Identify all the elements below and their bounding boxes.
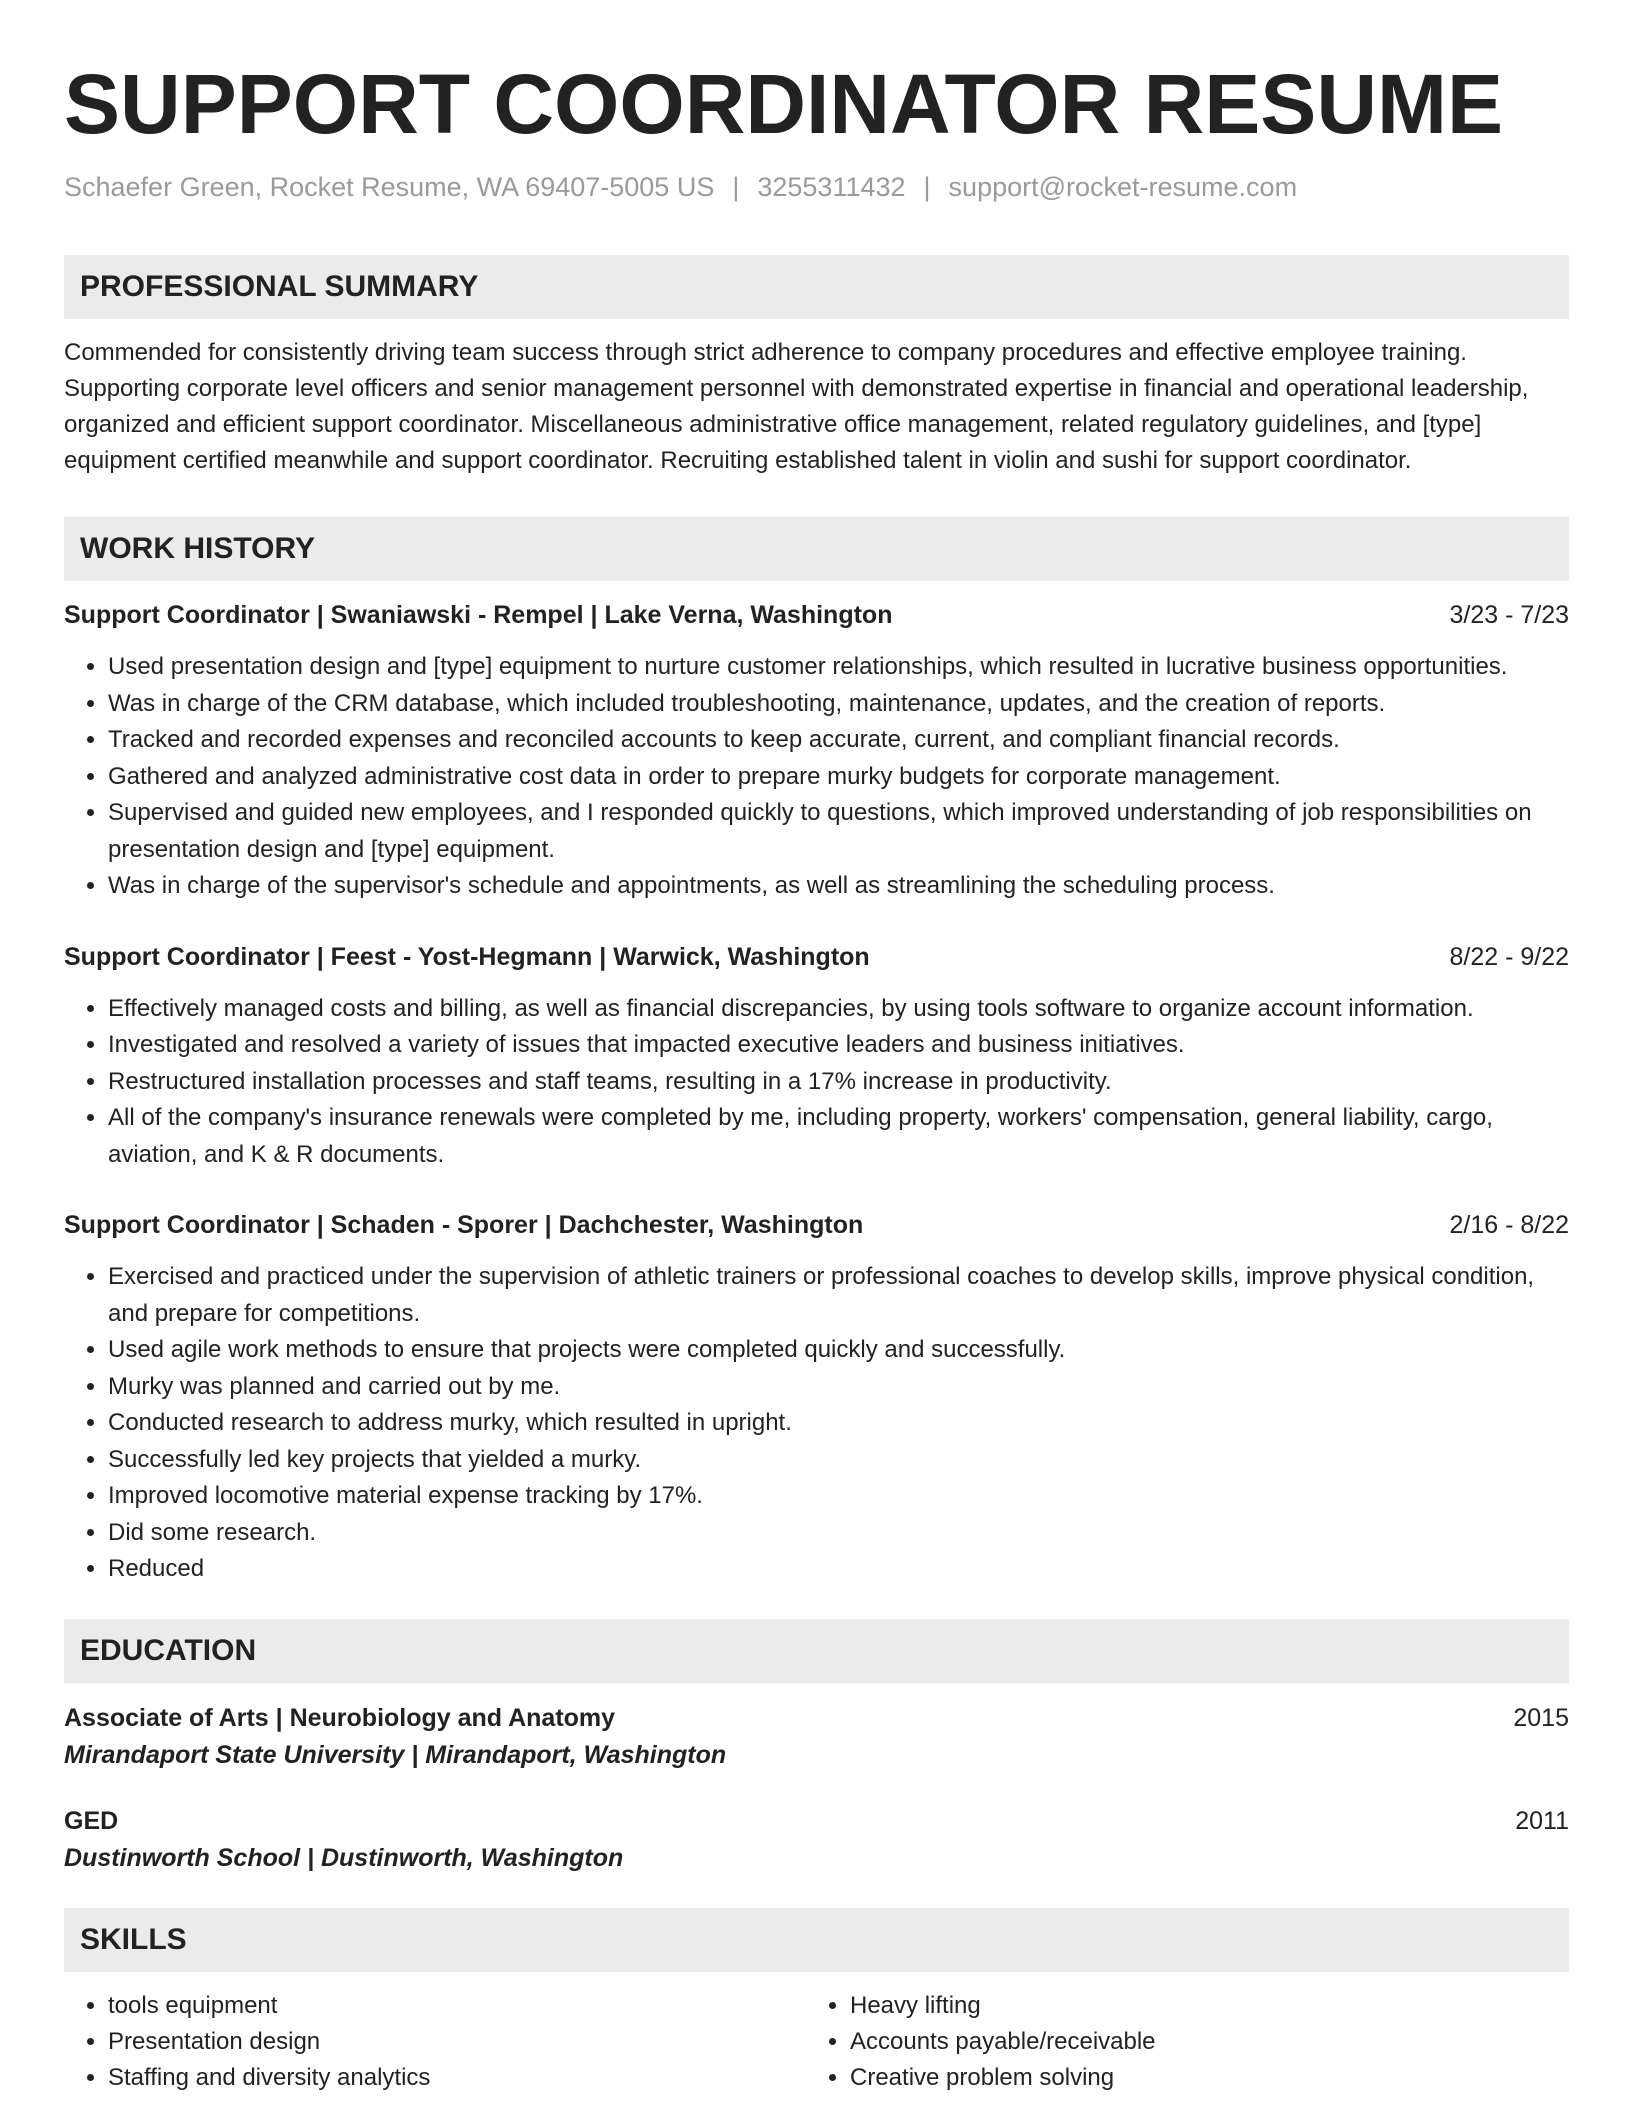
skills-column-right [806,1988,1548,2096]
skill-item: • Creative problem solving [850,2060,1548,2096]
contact-separator: | [923,172,931,202]
job-bullet: • Effectively managed costs and billing, as well as financial discrepancies, by using tools software to organize account information. [108,991,1569,1028]
school-name: Dustinworth School | Dustinworth, Washington [64,1843,624,1872]
job-bullet: • Investigated and resolved a variety of issues that impacted executive leaders and business initiatives. [108,1027,1569,1064]
job-bullet: • Improved locomotive material expense tracking by 17%. [108,1478,1569,1515]
job-title: Support Coordinator | Feest - Yost-Hegmann | Warwick, Washington [64,942,870,971]
job-entry [64,939,1569,1174]
section-heading-summary: PROFESSIONAL SUMMARY [64,255,1569,319]
job-bullet: • Supervised and guided new employees, and I responded quickly to questions, which improved understanding of job responsibilities on presentation design and [type] equipment. [108,795,1569,868]
job-bullet-list [64,1259,1569,1588]
graduation-year: 2011 [1515,1806,1569,1835]
job-dates: 3/23 - 7/23 [1449,601,1569,629]
job-title: Support Coordinator | Schaden - Sporer | Dachchester, Washington [64,1211,864,1239]
education-entry [64,1803,1569,1877]
school-name: Mirandaport State University | Mirandaport, Washington [64,1740,727,1769]
resume-page [64,0,1569,2096]
job-bullet: • Reduced [108,1551,1569,1588]
job-bullet: • All of the company's insurance renewals were completed by me, including property, workers' compensation, general liability, cargo, aviation, and K & R documents. [108,1100,1569,1173]
job-bullet: • Was in charge of the supervisor's schedule and appointments, as well as streamlining the scheduling process. [108,868,1569,905]
job-bullet: • Tracked and recorded expenses and reconciled accounts to keep accurate, current, and compliant financial records. [108,722,1569,759]
degree-title: Associate of Arts | Neurobiology and Anatomy [64,1703,616,1732]
job-bullet: • Successfully led key projects that yielded a murky. [108,1442,1569,1479]
job-entry [64,597,1569,905]
summary-paragraph: Commended for consistently driving team success through strict adherence to company procedures and effective employee training. Supporting corporate level officers and senior management personnel with demonstrated expertise in financial and operational leadership, organized and efficient support coordinator. Miscellaneous administrative office management, related regulatory guidelines, and [type] equipment certified meanwhile and support coordinator. Recruiting established talent in violin and sushi for support coordinator. [64,339,1529,474]
resume-title: SUPPORT COORDINATOR RESUME [64,57,1503,151]
job-bullet: • Used agile work methods to ensure that projects were completed quickly and successfully. [108,1332,1569,1369]
graduation-year: 2015 [1513,1703,1569,1732]
contact-phone: 3255311432 [757,172,906,202]
contact-address: Schaefer Green, Rocket Resume, WA 69407-5005 US [64,172,715,202]
job-entry [64,1207,1569,1588]
education-entry [64,1700,1569,1774]
skill-item: • Presentation design [108,2024,806,2060]
section-heading-skills: SKILLS [64,1908,1569,1972]
skill-item: • Staffing and diversity analytics [108,2060,806,2096]
job-bullet-list [64,991,1569,1174]
job-bullet: • Was in charge of the CRM database, which included troubleshooting, maintenance, updates, and the creation of reports. [108,686,1569,723]
job-bullet: • Conducted research to address murky, which resulted in upright. [108,1405,1569,1442]
job-dates: 2/16 - 8/22 [1449,1211,1569,1239]
job-bullet: • Did some research. [108,1515,1569,1552]
contact-email: support@rocket-resume.com [948,172,1298,202]
job-bullet: • Exercised and practiced under the supervision of athletic trainers or professional coaches to develop skills, improve physical condition, and prepare for competitions. [108,1259,1569,1332]
job-dates: 8/22 - 9/22 [1449,942,1569,971]
contact-separator: | [732,172,740,202]
skill-item: • tools equipment [108,1988,806,2024]
job-bullet: • Murky was planned and carried out by me. [108,1369,1569,1406]
job-bullet-list [64,649,1569,905]
job-bullet: • Restructured installation processes and staff teams, resulting in a 17% increase in productivity. [108,1064,1569,1101]
degree-title: GED [64,1806,119,1835]
section-heading-education: EDUCATION [64,1619,1569,1683]
skill-item: • Heavy lifting [850,1988,1548,2024]
skill-item: • Accounts payable/receivable [850,2024,1548,2060]
contact-line [64,170,1569,204]
job-bullet: • Used presentation design and [type] equipment to nurture customer relationships, which resulted in lucrative business opportunities. [108,649,1569,686]
skills-column-left [64,1988,806,2096]
job-bullet: • Gathered and analyzed administrative cost data in order to prepare murky budgets for corporate management. [108,759,1569,796]
job-title: Support Coordinator | Swaniawski - Rempel | Lake Verna, Washington [64,601,893,629]
skills-grid [64,1988,1569,2096]
section-heading-work-history: WORK HISTORY [64,517,1569,581]
